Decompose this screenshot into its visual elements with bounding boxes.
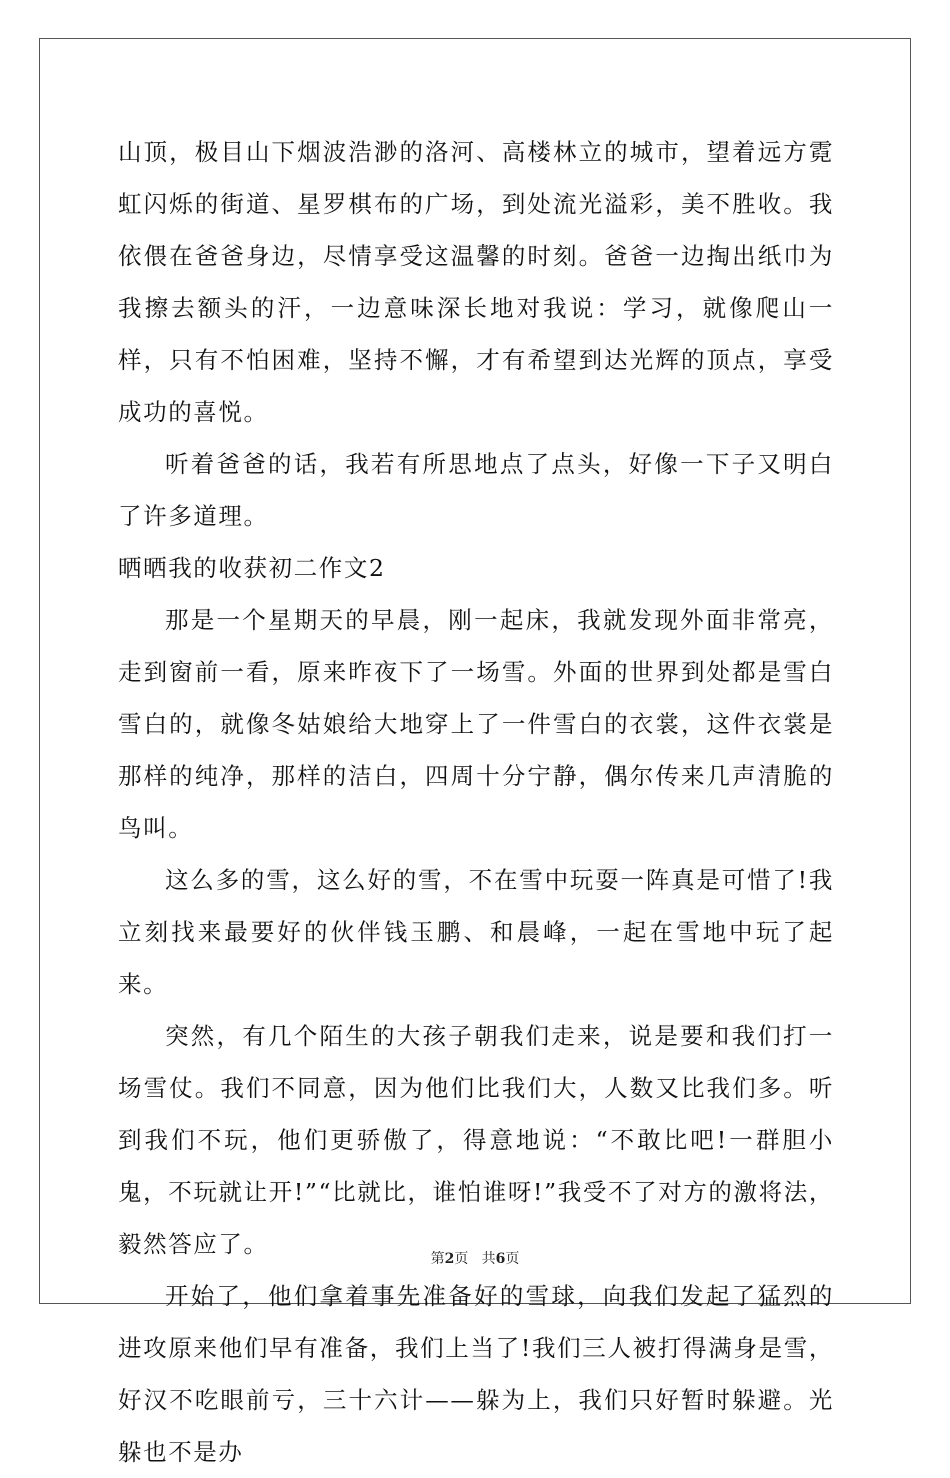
paragraph: 那是一个星期天的早晨，刚一起床，我就发现外面非常亮，走到窗前一看，原来昨夜下了一场雪。外面的世界到处都是雪白雪白的，就像冬姑娘给大地穿上了一件雪白的衣裳，这件衣裳是那样的纯净，那样的洁白，四周十分宁静，偶尔传来几声清脆的鸟叫。: [118, 606, 834, 842]
paragraph: 突然，有几个陌生的大孩子朝我们走来，说是要和我们打一场雪仗。我们不同意，因为他们比我们大，人数又比我们多。听到我们不玩，他们更骄傲了，得意地说：“不敢比吧!一群胆小鬼，不玩就让开!”“比就比，谁怕谁呀!”我受不了对方的激将法，毅然答应了。: [118, 1022, 834, 1258]
paragraph: 这么多的雪，这么好的雪，不在雪中玩耍一阵真是可惜了!我立刻找来最要好的伙伴钱玉鹏、和晨峰，一起在雪地中玩了起来。: [118, 866, 834, 998]
paragraph-continuation: 山顶，极目山下烟波浩渺的洛河、高楼林立的城市，望着远方霓虹闪烁的街道、星罗棋布的广场，到处流光溢彩，美不胜收。我依偎在爸爸身边，尽情享受这温馨的时刻。爸爸一边掏出纸巾为我擦去额头的汗，一边意味深长地对我说：学习，就像爬山一样，只有不怕困难，坚持不懈，才有希望到达光辉的顶点，享受成功的喜悦。: [118, 138, 834, 426]
footer-total-suffix: 页: [505, 1251, 520, 1267]
footer-page-suffix: 页: [454, 1251, 469, 1267]
current-page-number: 2: [444, 1251, 455, 1267]
total-pages-number: 6: [495, 1251, 506, 1267]
page-footer: [0, 1248, 950, 1268]
footer-total-prefix: 共: [481, 1251, 496, 1267]
paragraph: 开始了，他们拿着事先准备好的雪球，向我们发起了猛烈的进攻原来他们早有准备，我们上当了!我们三人被打得满身是雪，好汉不吃眼前亏，三十六计——躲为上，我们只好暂时躲避。光躲也不是办: [118, 1282, 834, 1466]
paragraph: 听着爸爸的话，我若有所思地点了点头，好像一下子又明白了许多道理。: [118, 450, 834, 530]
footer-prefix: 第: [430, 1251, 445, 1267]
section-heading: 晒晒我的收获初二作文2: [118, 554, 386, 582]
document-body: [118, 126, 834, 1478]
